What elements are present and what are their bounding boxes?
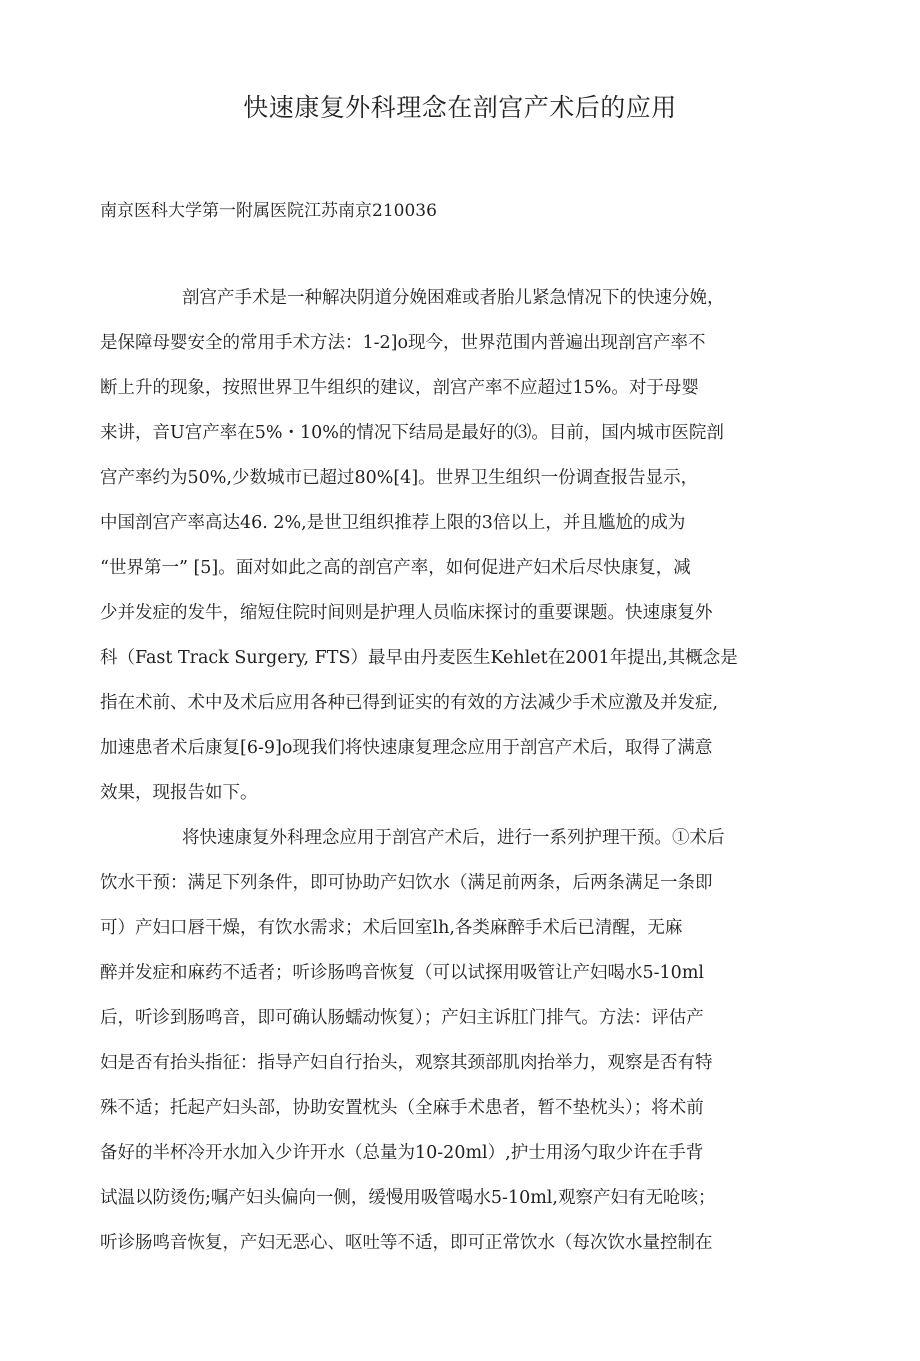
paragraph-2-line: 将快速康复外科理念应用于剖宫产术后，进行一系列护理干预。①术后	[182, 828, 725, 848]
paragraph-2-line: 后，听诊到肠鸣音，即可确认肠蠕动恢复）；产妇主诉肛门排气。方法：评估产	[100, 1008, 704, 1028]
paragraph-1-line: 科（Fast Track Surgery, FTS）最早由丹麦医生Kehlet在2001年提出,其概念是	[100, 648, 738, 668]
paragraph-2-line: 饮水干预：满足下列条件，即可协助产妇饮水（满足前两条，后两条满足一条即	[100, 873, 713, 893]
paragraph-1-line: “世界第一” [5]。面对如此之高的剖宫产率，如何促进产妇术后尽快康复，减	[100, 558, 691, 578]
paragraph-2-line: 听诊肠鸣音恢复，产妇无恶心、呕吐等不适，即可正常饮水（每次饮水量控制在	[100, 1233, 713, 1253]
paragraph-1-line: 加速患者术后康复[6-9]o现我们将快速康复理念应用于剖宫产术后，取得了满意	[100, 738, 713, 758]
paragraph-2-line: 妇是否有抬头指征：指导产妇自行抬头，观察其颈部肌肉抬举力，观察是否有特	[100, 1053, 713, 1073]
paragraph-1-line: 宫产率约为50%,少数城市已超过80%[4]。世界卫生组织一份调查报告显示，	[100, 468, 699, 488]
paragraph-2-line: 备好的半杯冷开水加入少许开水（总量为10-20ml）,护士用汤勺取少许在手背	[100, 1143, 704, 1163]
author-affiliation: 南京医科大学第一附属医院江苏南京210036	[100, 201, 437, 221]
paragraph-2-line: 试温以防烫伤;嘱产妇头偏向一侧，缓慢用吸管喝水5-10ml,观察产妇有无呛咳；	[100, 1188, 716, 1208]
document-title: 快速康复外科理念在剖宫产术后的应用	[243, 93, 677, 122]
paragraph-1-line: 来讲，音U宫产率在5%・10%的情况下结局是最好的⑶。目前，国内城市医院剖	[100, 423, 724, 443]
paragraph-1-line: 是保障母婴安全的常用手术方法：1-2]o现今，世界范围内普遍出现剖宫产率不	[100, 333, 706, 353]
paragraph-2-line: 醉并发症和麻药不适者；听诊肠鸣音恢复（可以试探用吸管让产妇喝水5-10ml	[100, 963, 705, 983]
paragraph-1-line: 断上升的现象，按照世界卫牛组织的建议，剖宫产率不应超过15%。对于母婴	[100, 378, 699, 398]
paragraph-1-line: 指在术前、术中及术后应用各种已得到证实的有效的方法减少手术应激及并发症,	[100, 693, 719, 713]
paragraph-1-line: 中国剖宫产率高达46. 2%,是世卫组织推荐上限的3倍以上，并且尴尬的成为	[100, 513, 686, 533]
paragraph-2-line: 殊不适；托起产妇头部，协助安置枕头（全麻手术患者，暂不垫枕头）；将术前	[100, 1098, 704, 1118]
paragraph-2-line: 可）产妇口唇干燥，有饮水需求；术后回室lh,各类麻醉手术后已清醒，无麻	[100, 918, 683, 938]
paragraph-1-line: 效果，现报告如下。	[100, 783, 258, 803]
paragraph-1-line: 剖宫产手术是一种解决阴道分娩困难或者胎儿紧急情况下的快速分娩，	[182, 288, 725, 308]
paragraph-1-line: 少并发症的发牛，缩短住院时间则是护理人员临床探讨的重要课题。快速康复外	[100, 603, 713, 623]
